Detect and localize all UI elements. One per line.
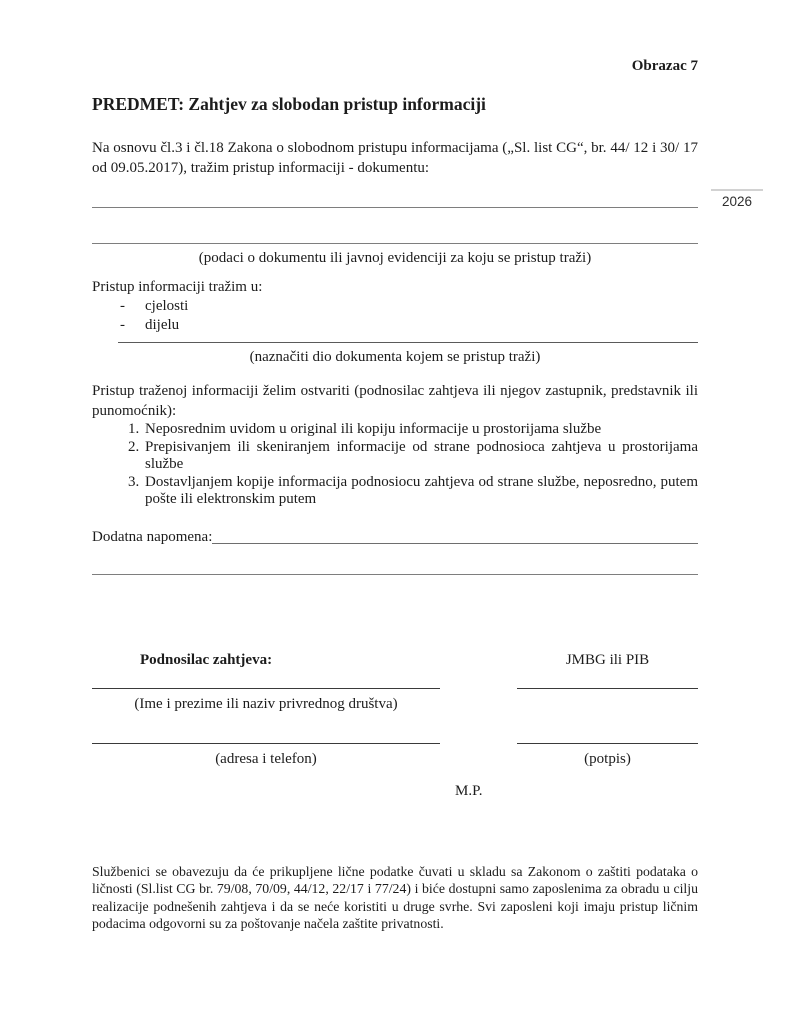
access-scope-option: - dijelu: [92, 316, 698, 335]
signature-captions-row-2: [92, 750, 698, 769]
intro-paragraph: Na osnovu čl.3 i čl.18 Zakona o slobodnom pristupu informacijama („Sl. list CG“, br. 44/ 12 i 30/ 17 od 09.05.2017), tražim pristup informaciji - dokumentu:: [92, 140, 698, 176]
id-fill-line: [517, 688, 698, 689]
signature-captions-row-1: [92, 695, 698, 714]
access-method-option: 2. Prepisivanjem ili skeniranjem informacije od strane podnosioca zahtjeva u prostorijama službe: [143, 439, 698, 474]
note-label: Dodatna napomena:: [92, 528, 213, 545]
name-caption: (Ime i prezime ili naziv privrednog društva): [134, 695, 398, 712]
document-caption: (podaci o dokumentu ili javnoj evidenciji za koju se pristup traži): [198, 250, 592, 266]
access-scope-option: - cjelosti: [92, 297, 698, 316]
part-fill-line: [118, 342, 698, 343]
access-method-list: [92, 421, 698, 509]
signature-fill-line: [517, 743, 698, 744]
address-fill-line: [92, 743, 440, 744]
id-caption-placeholder: [517, 695, 698, 714]
privacy-notice: Službenici se obavezuju da će prikupljene lične podatke čuvati u skladu sa Zakonom o zaštiti podataka o ličnosti (Sl.list CG br. 79/08, 70/09, 44/12, 22/17 i 77/24) i biće dostupni samo zaposlenima za obradu u cilju realizacije podnešenih zahtjeva i da se neće koristiti u druge svrhe. Svi zaposleni koji imaju pristup ličnim podacima odgovorni su za poštovanje načela zaštite privatnosti.: [92, 863, 698, 932]
stamp-placeholder: M.P.: [455, 782, 483, 799]
margin-annotation: 2026: [711, 189, 763, 210]
document-fill-line-1: [92, 207, 698, 208]
signature-labels-row: [92, 651, 698, 670]
part-caption: (naznačiti dio dokumenta kojem se pristup traži): [249, 349, 541, 365]
applicant-label: Podnosilac zahtjeva:: [140, 651, 273, 668]
id-label: JMBG ili PIB: [565, 651, 650, 668]
access-scope-list: [92, 297, 698, 335]
address-caption: (adresa i telefon): [215, 750, 317, 767]
note-fill-line: [212, 543, 698, 544]
access-method-option: 3. Dostavljanjem kopije informacija podnosiocu zahtjeva od strane službe, neposredno, putem pošte ili elektronskim putem: [143, 474, 698, 509]
access-method-label: Pristup traženoj informaciji želim ostvariti (podnosilac zahtjeva ili njegov zastupnik, predstavnik ili punomoćnik):: [92, 383, 698, 419]
signature-lines-row-2: [92, 743, 698, 744]
page-title: PREDMET: Zahtjev za slobodan pristup informaciji: [92, 94, 486, 114]
access-scope-label: Pristup informaciji tražim u:: [92, 279, 263, 295]
form-number-label: Obrazac 7: [631, 58, 698, 74]
signature-lines-row-1: [92, 688, 698, 689]
access-method-option: 1. Neposrednim uvidom u original ili kopiju informacije u prostorijama službe: [143, 421, 698, 439]
additional-note-row: [92, 528, 698, 547]
document-fill-line-2: [92, 243, 698, 244]
note-fill-line-2: [92, 574, 698, 575]
name-fill-line: [92, 688, 440, 689]
signature-caption: (potpis): [584, 750, 631, 767]
